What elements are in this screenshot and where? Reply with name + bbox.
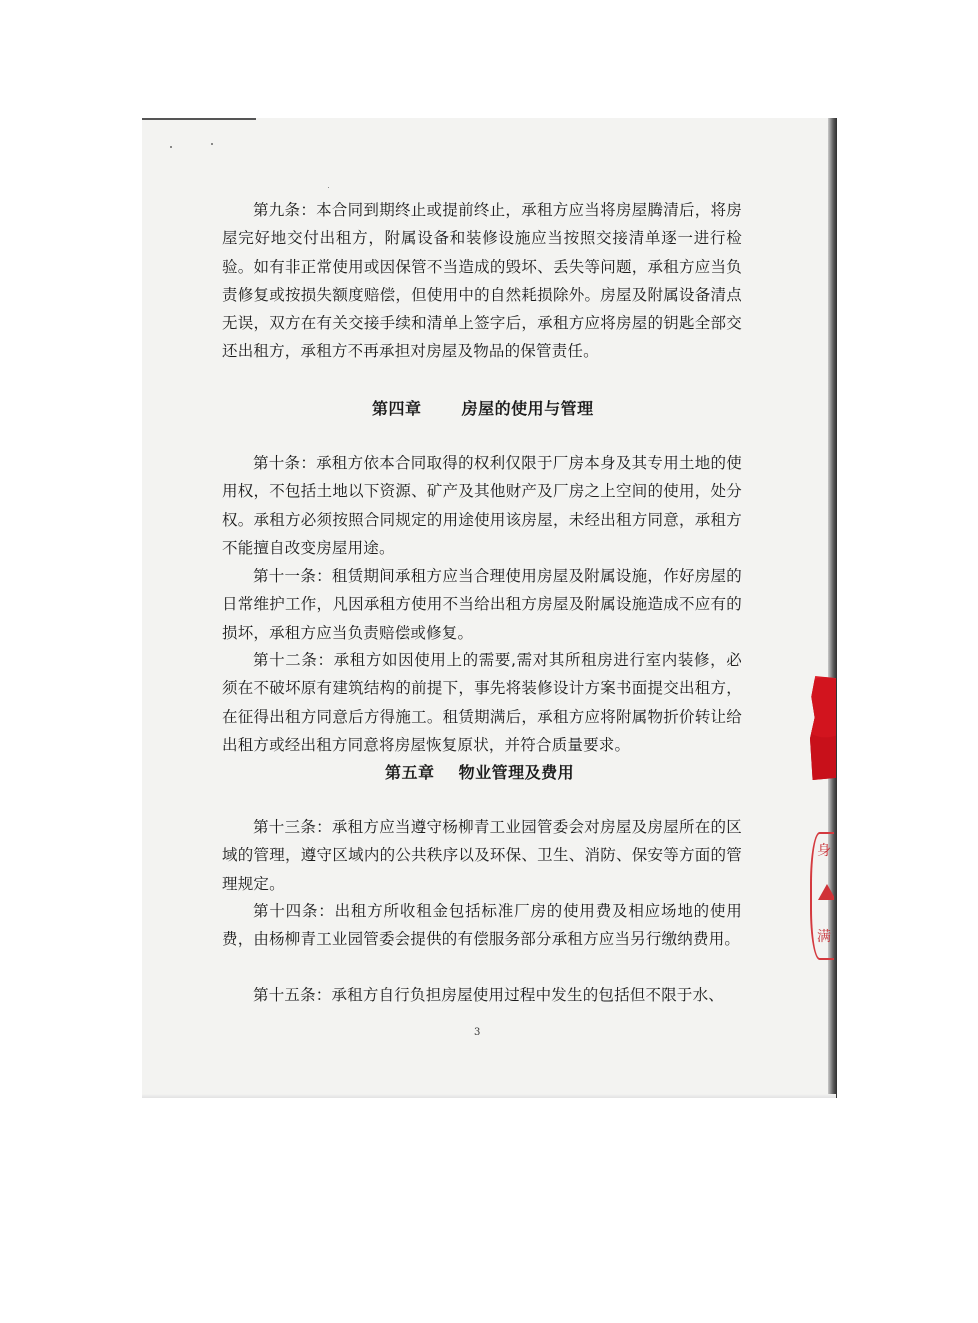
scan-speck <box>211 143 213 145</box>
seal-star-icon <box>818 884 834 900</box>
seal-character: 满 <box>817 929 831 945</box>
scan-speck <box>170 146 172 148</box>
article-9: 第九条：本合同到期终止或提前终止，承租方应当将房屋腾清后，将房屋完好地交付出租方，附属设备和装修设施应当按照交接清单逐一进行检验。如有非正常使用或因保管不当造成的毁坏、丢失等问题，承租方应当负责修复或按损失额度赔偿，但使用中的自然耗损除外。房屋及附属设备清点无误，双方在有关交接手续和清单上签字后，承租方应将房屋的钥匙全部交还出租方，承租方不再承担对房屋及物品的保管责任。 <box>222 201 742 361</box>
chapter-title: 房屋的使用与管理 <box>461 399 594 418</box>
red-seal-stamp <box>810 676 836 780</box>
article-10: 第十条：承租方依本合同取得的权利仅限于厂房本身及其专用土地的使用权，不包括土地以下资源、矿产及其他财产及厂房之上空间的使用，处分权。承租方必须按照合同规定的用途使用该房屋，未经出租方同意，承租方不能擅自改变房屋用途。 <box>222 454 742 557</box>
chapter-number: 第四章 <box>372 399 422 418</box>
scan-top-edge <box>142 118 256 120</box>
chapter-title: 物业管理及费用 <box>458 763 575 782</box>
chapter-number: 第五章 <box>385 763 435 782</box>
seal-ring-stamp <box>810 832 834 960</box>
seal-character: 身 <box>817 843 831 859</box>
article-14: 第十四条：出租方所收租金包括标准厂房的使用费及相应场地的使用费，由杨柳青工业园管委会提供的有偿服务部分承租方应当另行缴纳费用。 <box>222 902 742 949</box>
article-13: 第十三条：承租方应当遵守杨柳青工业园管委会对房屋及房屋所在的区域的管理，遵守区域内的公共秩序以及环保、卫生、消防、保安等方面的管理规定。 <box>222 818 742 893</box>
scan-speck <box>328 187 329 188</box>
scan-bottom-edge <box>142 1094 836 1098</box>
article-15: 第十五条：承租方自行负担房屋使用过程中发生的包括但不限于水、 <box>253 986 725 1004</box>
chapter-5-heading <box>222 760 742 783</box>
page-number: 3 <box>474 1027 481 1038</box>
chapter-4-heading <box>222 396 742 419</box>
article-11: 第十一条：租赁期间承租方应当合理使用房屋及附属设施，作好房屋的日常维护工作，凡因承租方使用不当给出租方房屋及附属设施造成不应有的损坏，承租方应当负责赔偿或修复。 <box>222 567 742 642</box>
article-12: 第十二条：承租方如因使用上的需要,需对其所租房进行室内装修，必须在不破坏原有建筑结构的前提下，事先将装修设计方案书面提交出租方，在征得出租方同意后方得施工。租赁期满后，承租方应将附属物折价转让给出租方或经出租方同意将房屋恢复原状，并符合质量要求。 <box>222 651 742 754</box>
